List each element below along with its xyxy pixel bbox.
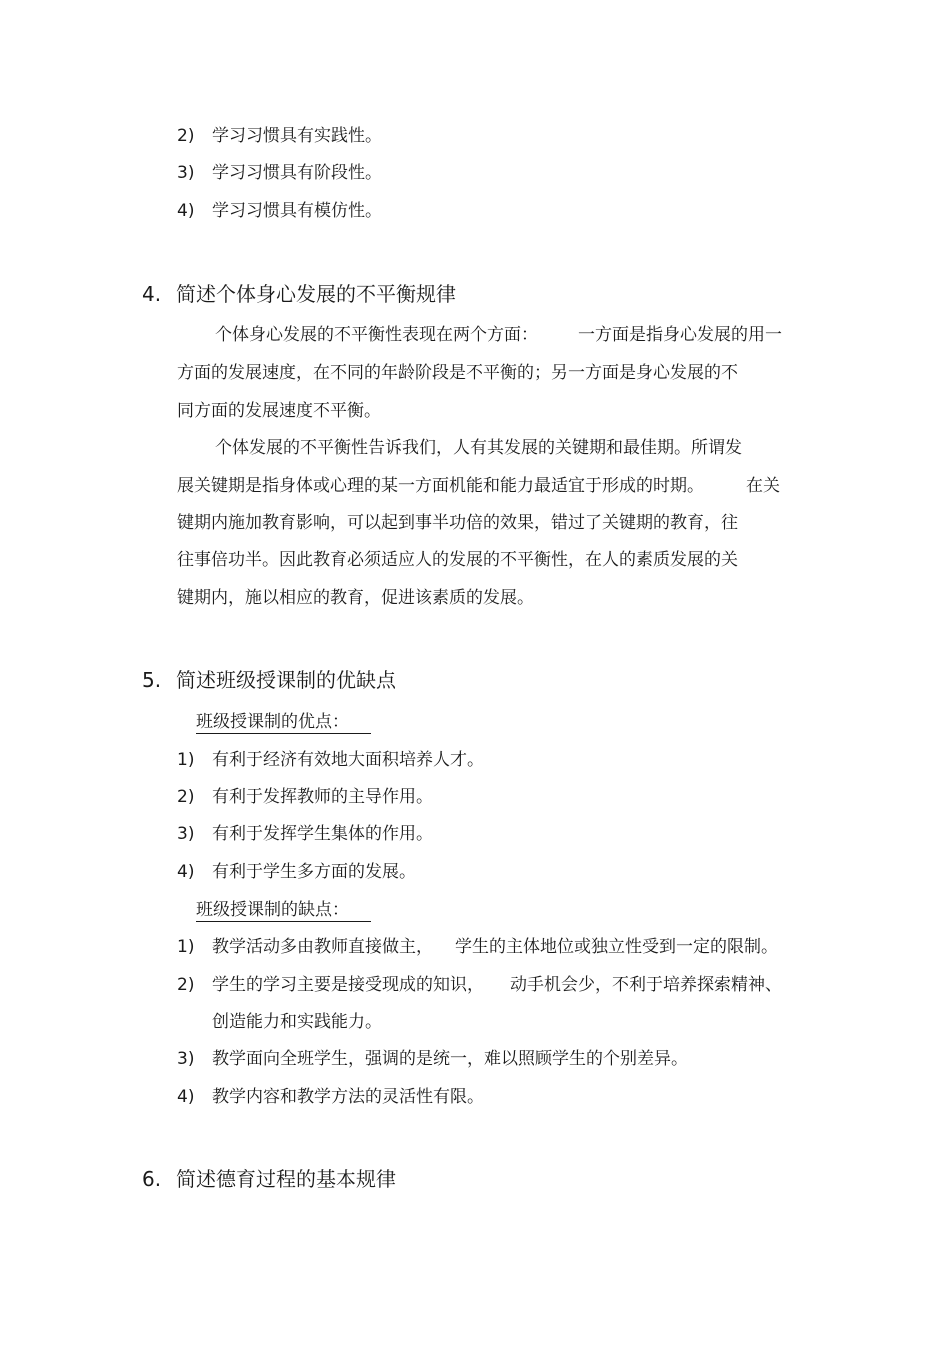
list-number: 2) bbox=[177, 787, 195, 807]
list-text: 学习习惯具有阶段性。 bbox=[212, 163, 382, 183]
text-segment: 一方面是指身心发展的用一 bbox=[578, 325, 782, 345]
paragraph-line bbox=[177, 476, 780, 496]
list-text: 有利于发挥学生集体的作用。 bbox=[212, 824, 433, 844]
question-number: 6. bbox=[142, 1167, 162, 1191]
list-number: 4) bbox=[177, 201, 195, 221]
list-number: 2) bbox=[177, 975, 195, 995]
list-number: 3) bbox=[177, 163, 195, 183]
paragraph-line: 键期内施加教育影响，可以起到事半功倍的效果，错过了关键期的教育，往 bbox=[177, 513, 738, 533]
paragraph-line: 往事倍功半。因此教育必须适应人的发展的不平衡性，在人的素质发展的关 bbox=[177, 550, 738, 570]
paragraph-line: 方面的发展速度，在不同的年龄阶段是不平衡的；另一方面是身心发展的不 bbox=[177, 363, 738, 383]
text-segment: 展关键期是指身体或心理的某一方面机能和能力最适宜于形成的时期。 bbox=[177, 476, 704, 496]
text-segment: 教学活动多由教师直接做主， bbox=[212, 937, 433, 957]
list-item bbox=[177, 937, 778, 957]
list-text: 教学面向全班学生，强调的是统一，难以照顾学生的个别差异。 bbox=[212, 1049, 688, 1069]
list-number: 1) bbox=[177, 937, 195, 957]
list-number: 2) bbox=[177, 126, 195, 146]
list-text: 学习习惯具有实践性。 bbox=[212, 126, 382, 146]
list-item bbox=[177, 787, 433, 807]
text-segment: 个体身心发展的不平衡性表现在两个方面： bbox=[215, 325, 538, 345]
question-heading bbox=[142, 1167, 396, 1191]
advantages-label: 班级授课制的优点： bbox=[196, 712, 371, 734]
text-segment: 学生的主体地位或独立性受到一定的限制。 bbox=[455, 937, 778, 957]
list-number: 1) bbox=[177, 750, 195, 770]
list-item bbox=[177, 750, 484, 770]
list-number: 4) bbox=[177, 1087, 195, 1107]
list-number: 3) bbox=[177, 1049, 195, 1069]
list-text: 学习习惯具有模仿性。 bbox=[212, 201, 382, 221]
list-item bbox=[177, 126, 382, 146]
list-number: 4) bbox=[177, 862, 195, 882]
paragraph-line: 键期内，施以相应的教育，促进该素质的发展。 bbox=[177, 588, 534, 608]
text-segment: 在关 bbox=[746, 476, 780, 496]
list-text bbox=[212, 937, 778, 957]
disadvantages-label: 班级授课制的缺点： bbox=[196, 900, 371, 922]
list-item bbox=[177, 975, 782, 995]
list-item bbox=[177, 201, 382, 221]
list-text: 教学内容和教学方法的灵活性有限。 bbox=[212, 1087, 484, 1107]
question-heading bbox=[142, 668, 396, 692]
text-segment: 学生的学习主要是接受现成的知识， bbox=[212, 975, 484, 995]
list-item bbox=[177, 1049, 688, 1069]
question-title: 简述班级授课制的优缺点 bbox=[176, 668, 396, 692]
paragraph-line bbox=[215, 325, 782, 345]
question-title: 简述德育过程的基本规律 bbox=[176, 1167, 396, 1191]
text-segment: 动手机会少，不利于培养探索精神、 bbox=[510, 975, 782, 995]
question-number: 4. bbox=[142, 282, 162, 306]
list-number: 3) bbox=[177, 824, 195, 844]
list-text: 有利于经济有效地大面积培养人才。 bbox=[212, 750, 484, 770]
list-item bbox=[177, 1087, 484, 1107]
list-item bbox=[177, 862, 416, 882]
list-text: 有利于发挥教师的主导作用。 bbox=[212, 787, 433, 807]
list-text bbox=[212, 975, 782, 995]
list-text: 有利于学生多方面的发展。 bbox=[212, 862, 416, 882]
list-item bbox=[177, 824, 433, 844]
list-item bbox=[177, 163, 382, 183]
question-title: 简述个体身心发展的不平衡规律 bbox=[176, 282, 456, 306]
paragraph-line: 同方面的发展速度不平衡。 bbox=[177, 401, 381, 421]
question-heading bbox=[142, 282, 456, 306]
question-number: 5. bbox=[142, 668, 162, 692]
list-text-continuation: 创造能力和实践能力。 bbox=[212, 1012, 382, 1032]
paragraph-line: 个体发展的不平衡性告诉我们，人有其发展的关键期和最佳期。所谓发 bbox=[215, 438, 742, 458]
